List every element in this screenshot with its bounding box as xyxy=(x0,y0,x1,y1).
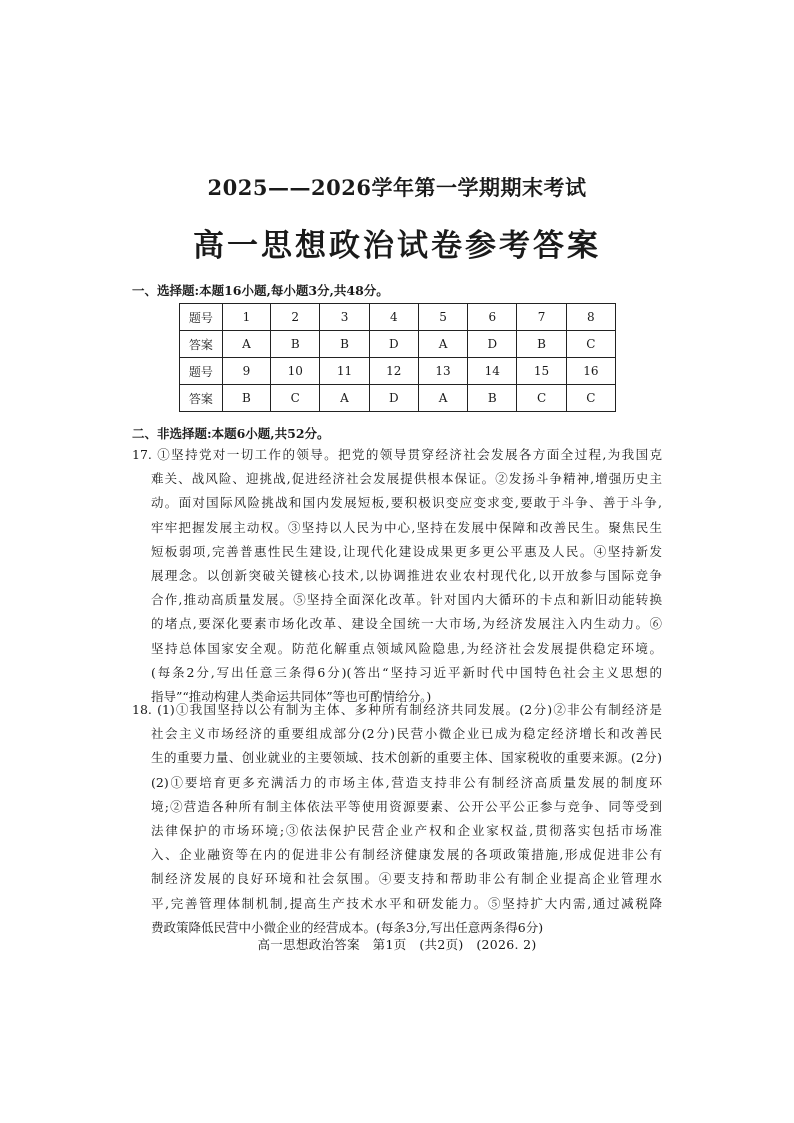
exam-title: 2025——2026学年第一学期期末考试 xyxy=(207,175,587,200)
q17-line: 坚持总体国家安全观。防范化解重点领域风险隐患,为经济社会发展提供稳定环境。 xyxy=(151,640,662,656)
answer-table-cell: D xyxy=(468,331,517,358)
answer-table-cell: 6 xyxy=(468,304,517,331)
answer-table-cell: 9 xyxy=(222,358,270,385)
q17-line: 的堵点,要深化要素市场化改革、建设全国统一大市场,为经济发展注入内生动力。⑥ xyxy=(151,616,662,632)
section-1-heading: 一、选择题:本题16小题,每小题3分,共48分。 xyxy=(132,283,389,298)
answer-table-row-label: 题号 xyxy=(180,304,223,331)
answer-table-cell: B xyxy=(222,385,270,412)
q18-line: 制经济发展的良好环境和社会氛围。④要支持和帮助非公有制企业提高企业管理水 xyxy=(151,871,662,887)
q18-line: 18. (1)①我国坚持以公有制为主体、多种所有制经济共同发展。(2分)②非公有制经济是 xyxy=(132,702,662,717)
answer-table-cell: 4 xyxy=(369,304,418,331)
q18-line: 费政策降低民营中小微企业的经营成本。(每条3分,写出任意两条得6分) xyxy=(151,919,544,935)
question-17-answer xyxy=(132,443,662,709)
answer-table-cell: C xyxy=(566,331,615,358)
answer-table-cell: 12 xyxy=(369,358,418,385)
answer-table-cell: C xyxy=(517,385,566,412)
answer-table-cell: A xyxy=(320,385,369,412)
answer-table xyxy=(179,303,616,412)
answer-table-cell: C xyxy=(566,385,615,412)
answer-table-row xyxy=(180,358,616,385)
answer-table-cell: 3 xyxy=(320,304,369,331)
answer-table-row xyxy=(180,331,616,358)
q18-line: 平,完善管理体制机制,提高生产技术水平和研发能力。⑤坚持扩大内需,通过减税降 xyxy=(151,895,662,911)
answer-table-row xyxy=(180,304,616,331)
answer-table-cell: 15 xyxy=(517,358,566,385)
answer-table-row-label: 题号 xyxy=(180,358,223,385)
answer-table-row-label: 答案 xyxy=(180,385,223,412)
answer-table-cell: 11 xyxy=(320,358,369,385)
answer-table-cell: C xyxy=(271,385,320,412)
q18-line: 法律保护的市场环境;③依法保护民营企业产权和企业家权益,贯彻落实包括市场准 xyxy=(151,822,662,838)
q18-line: 入、企业融资等在内的促进非公有制经济健康发展的各项政策措施,形成促进非公有 xyxy=(151,847,662,863)
answer-table-cell: B xyxy=(320,331,369,358)
answer-table-cell: 5 xyxy=(418,304,467,331)
answer-table-cell: 2 xyxy=(271,304,320,331)
answer-table-cell: D xyxy=(369,331,418,358)
section-2-heading: 二、非选择题:本题6小题,共52分。 xyxy=(132,426,330,441)
answer-table-cell: 1 xyxy=(222,304,270,331)
q18-line: (2)①要培育更多充满活力的市场主体,营造支持非公有制经济高质量发展的制度环 xyxy=(151,774,662,790)
answer-key-title: 高一思想政治试卷参考答案 xyxy=(193,228,601,264)
answer-table-cell: 14 xyxy=(468,358,517,385)
answer-table-cell: B xyxy=(271,331,320,358)
q17-line: 短板弱项,完善普惠性民生建设,让现代化建设成果更多更公平惠及人民。④坚持新发 xyxy=(151,543,662,559)
question-18-answer xyxy=(132,698,662,940)
q17-line: 牢牢把握发展主动权。③坚持以人民为中心,坚持在发展中保障和改善民生。聚焦民生 xyxy=(151,519,662,535)
answer-table-cell: 8 xyxy=(566,304,615,331)
q17-line: 合作,推动高质量发展。⑤坚持全面深化改革。针对国内大循环的卡点和新旧动能转换 xyxy=(151,592,662,608)
q17-line: 动。面对国际风险挑战和国内发展短板,要积极识变应变求变,要敢于斗争、善于斗争, xyxy=(151,495,662,511)
q17-line: 难关、战风险、迎挑战,促进经济社会发展提供根本保证。②发扬斗争精神,增强历史主 xyxy=(151,471,662,487)
q17-line: 指导”“推动构建人类命运共同体”等也可酌情给分。) xyxy=(151,688,432,704)
q17-line: (每条2分,写出任意三条得6分)(答出“坚持习近平新时代中国特色社会主义思想的 xyxy=(151,664,662,680)
answer-table-cell: A xyxy=(222,331,270,358)
answer-table-cell: 16 xyxy=(566,358,615,385)
answer-table-cell: A xyxy=(418,331,467,358)
q17-line: 展理念。以创新突破关键核心技术,以协调推进农业农村现代化,以开放参与国际竞争 xyxy=(151,567,662,583)
answer-table-cell: B xyxy=(468,385,517,412)
answer-table-cell: D xyxy=(369,385,418,412)
q18-line: 境;②营造各种所有制主体依法平等使用资源要素、公开公平公正参与竞争、同等受到 xyxy=(151,798,662,814)
answer-table-row-label: 答案 xyxy=(180,331,223,358)
answer-table-cell: A xyxy=(418,385,467,412)
answer-table-row xyxy=(180,385,616,412)
q17-line: 17. ①坚持党对一切工作的领导。把党的领导贯穿经济社会发展各方面全过程,为我国克 xyxy=(132,447,662,462)
q18-line: 生的重要力量、创业就业的主要领域、技术创新的重要主体、国家税收的重要来源。(2分) xyxy=(151,750,662,766)
answer-table-cell: B xyxy=(517,331,566,358)
q18-line: 社会主义市场经济的重要组成部分(2分)民营小微企业已成为稳定经济增长和改善民 xyxy=(151,726,662,742)
answer-table-cell: 7 xyxy=(517,304,566,331)
answer-table-cell: 10 xyxy=(271,358,320,385)
page-footer: 高一思想政治答案 第1页 (共2页) (2026. 2) xyxy=(257,937,537,952)
answer-table-cell: 13 xyxy=(418,358,467,385)
